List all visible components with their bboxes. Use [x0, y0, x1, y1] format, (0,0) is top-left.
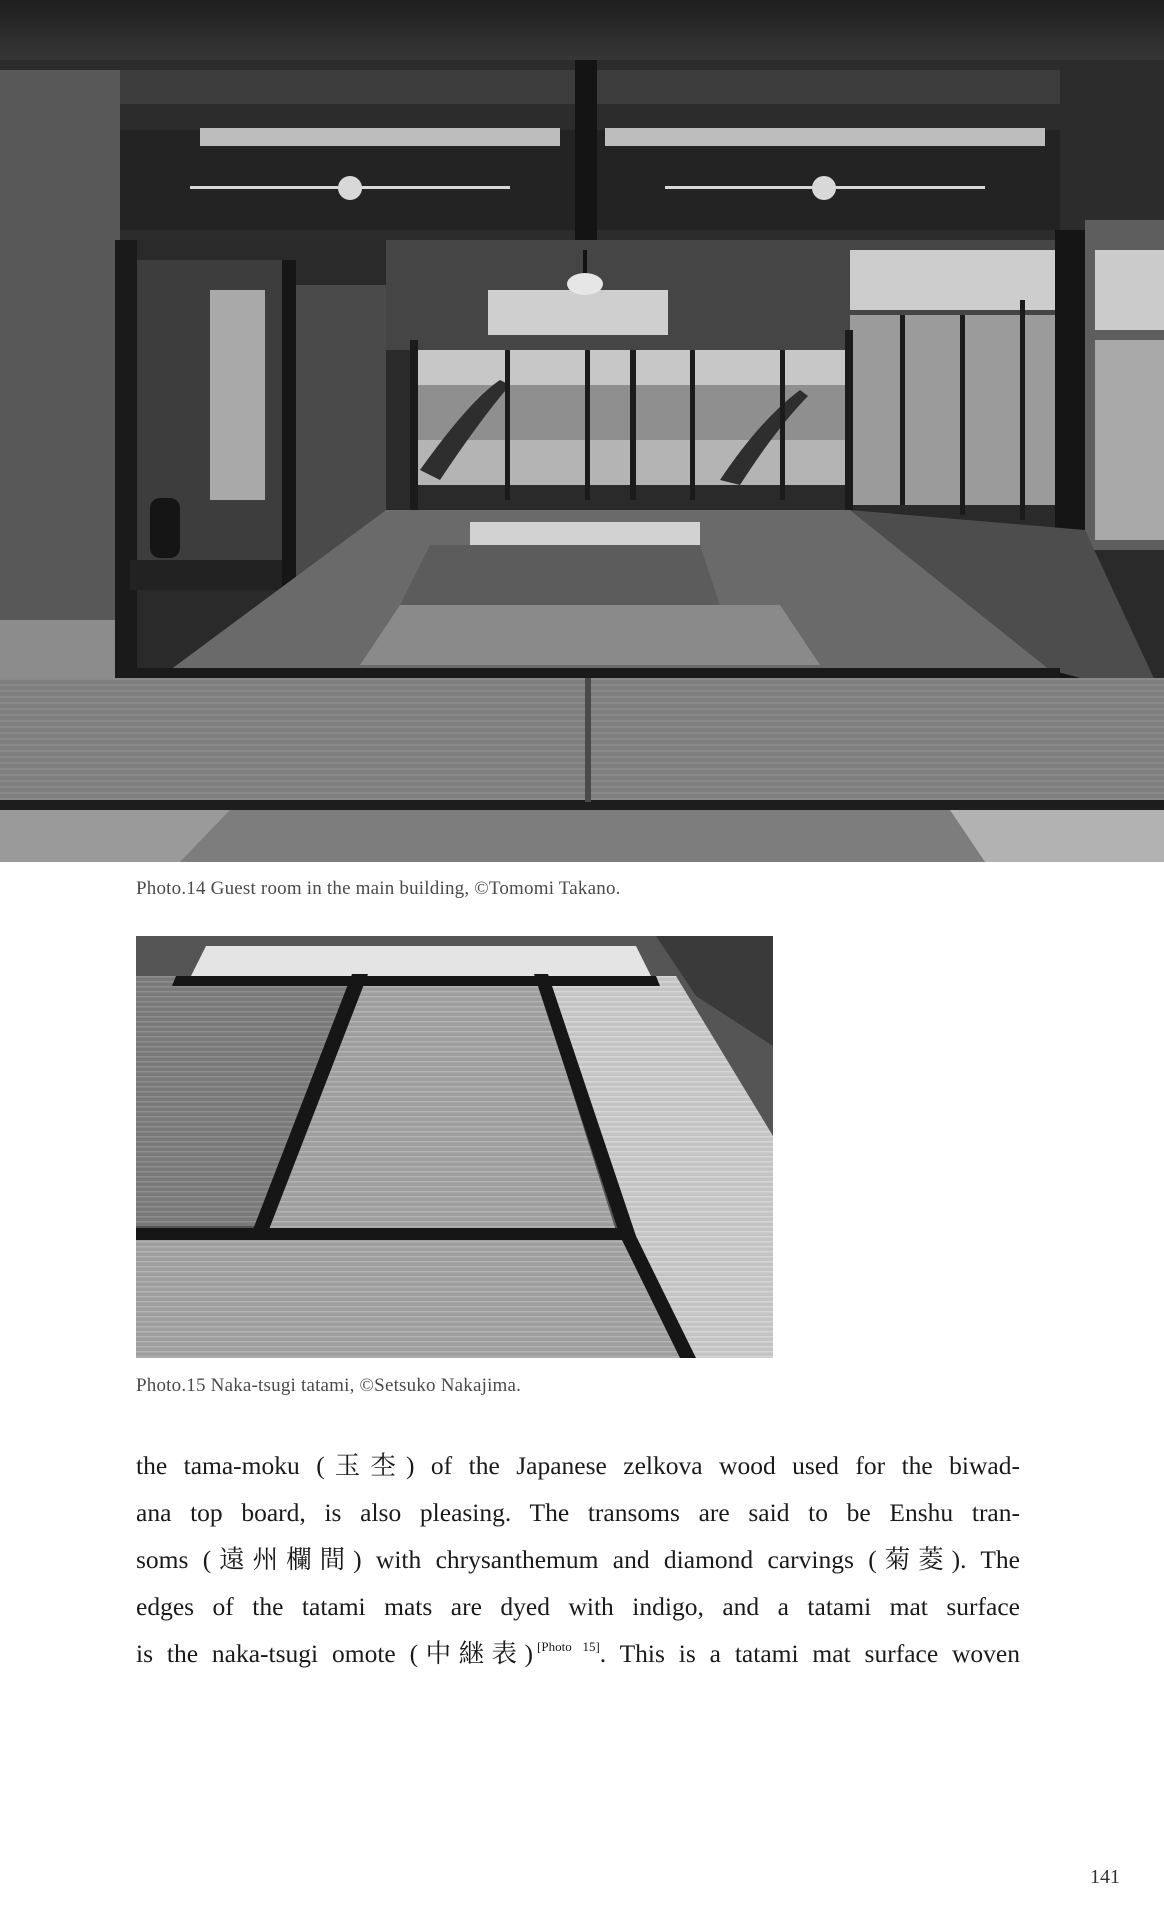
page-number: 141 [1090, 1866, 1120, 1888]
text-line: edges of the tatami mats are dyed with indigo, and a tatami mat surface [136, 1592, 1020, 1621]
text-line-last [136, 1630, 1020, 1677]
text-line: soms (遠州欄間) with chrysanthemum and diamond carvings (菊菱). The [136, 1545, 1020, 1574]
text-line: ana top board, is also pleasing. The transoms are said to be Enshu tran- [136, 1498, 1020, 1527]
photo-reference: [Photo 15] [537, 1639, 600, 1654]
photo15-caption: Photo.15 Naka-tsugi tatami, ©Setsuko Nakajima. [136, 1375, 522, 1396]
text-line: the tama-moku (玉杢) of the Japanese zelkova wood used for the biwad- [136, 1451, 1020, 1480]
text-segment: . This is a tatami mat surface woven [599, 1639, 1020, 1668]
text-segment: is the naka-tsugi omote (中継表) [136, 1639, 534, 1668]
photo-naka-tsugi-tatami [136, 936, 773, 1358]
photo14-caption: Photo.14 Guest room in the main building, ©Tomomi Takano. [136, 878, 621, 899]
photo-guest-room [0, 0, 1164, 862]
body-paragraph [136, 1442, 1020, 1677]
